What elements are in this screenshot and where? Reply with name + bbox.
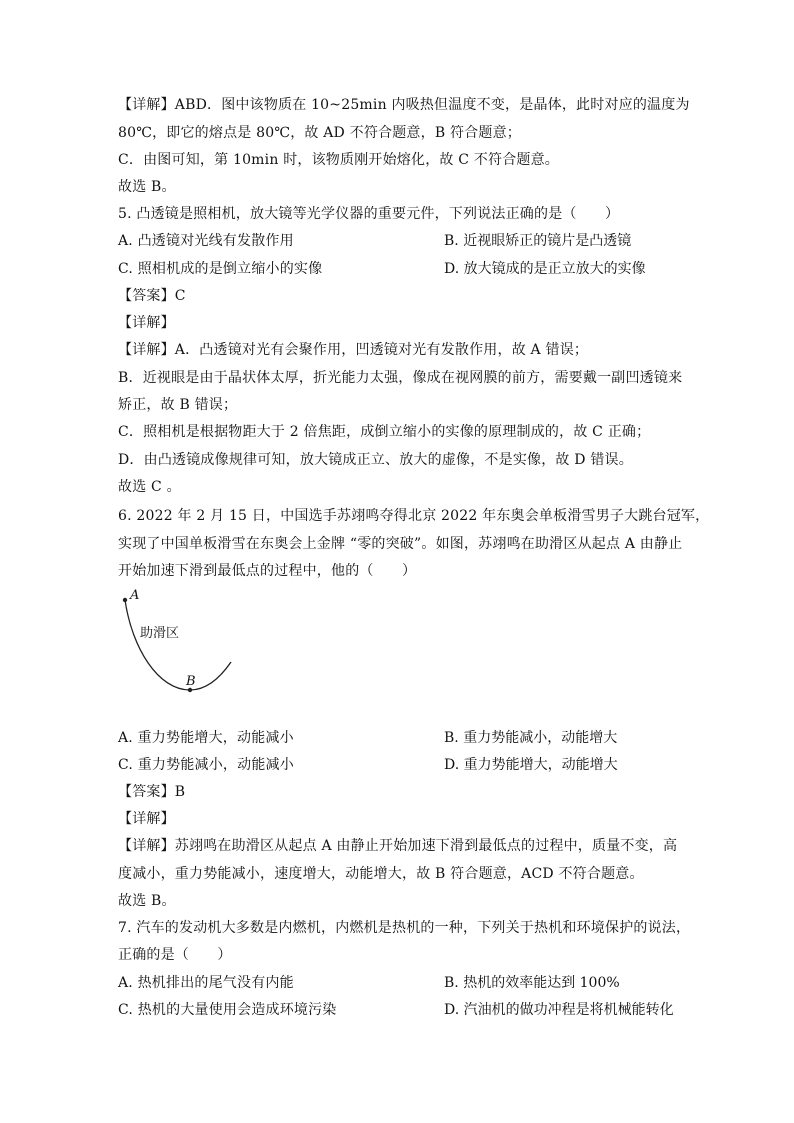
q5-stem: 5. 凸透镜是照相机，放大镜等光学仪器的重要元件，下列说法正确的是（ ）: [118, 206, 620, 222]
q4-detail-line-3: C．由图可知，第 10min 时，该物质刚开始熔化，故 C 不符合题意。: [118, 152, 560, 168]
q7-option-b: B. 热机的效率能达到 100%: [444, 975, 620, 991]
q6-detail-line-1: 【详解】苏翊鸣在助滑区从起点 A 由静止开始加速下滑到最低点的过程中，质量不变，高: [118, 838, 678, 854]
run-up-zone-label: 助滑区: [140, 626, 180, 641]
q6-conclusion: 故选 B。: [118, 893, 176, 909]
q4-detail-line-1: 【详解】ABD．图中该物质在 10~25min 内吸热但温度不变，是晶体，此时对应的温度为: [118, 97, 690, 113]
q6-option-c: C. 重力势能减小，动能减小: [118, 757, 294, 773]
q6-stem-line-2: 实现了中国单板滑雪在东奥会上金牌 “零的突破”。如图，苏翊鸣在助滑区从起点 A 由静止: [118, 536, 683, 552]
q5-detail-line-4: C．照相机是根据物距大于 2 倍焦距，成倒立缩小的实像的原理制成的，故 C 正确；: [118, 424, 651, 440]
q5-option-a: A. 凸透镜对光线有发散作用: [118, 233, 294, 249]
q6-detail-heading: 【详解】: [118, 811, 175, 827]
q5-conclusion: 故选 C 。: [118, 479, 181, 495]
q5-detail-line-5: D．由凸透镜成像规律可知，放大镜成正立、放大的虚像，不是实像，故 D 错误。: [118, 452, 633, 468]
q6-stem-line-3: 开始加速下滑到最低点的过程中，他的（ ）: [118, 563, 417, 579]
point-b-label: B: [186, 674, 196, 689]
q5-detail-line-2: B．近视眼是由于晶状体太厚，折光能力太强，像成在视网膜的前方，需要戴一副凹透镜来: [118, 370, 683, 386]
q5-detail-line-3: 矫正，故 B 错误；: [118, 397, 238, 413]
q6-stem-line-1: 6. 2022 年 2 月 15 日，中国选手苏翊鸣夺得北京 2022 年东奥会单板滑雪男子大跳台冠军，: [118, 508, 710, 524]
q7-option-a: A. 热机排出的尾气没有内能: [118, 975, 294, 991]
start-point-a: [123, 598, 127, 602]
point-a-label: A: [130, 588, 140, 603]
q5-option-b: B. 近视眼矫正的镜片是凸透镜: [444, 233, 632, 249]
ski-slope-curve: [118, 588, 248, 698]
q5-option-d: D. 放大镜成的是正立放大的实像: [444, 261, 646, 277]
q5-detail-line-1: 【详解】A．凸透镜对光有会聚作用，凹透镜对光有发散作用，故 A 错误；: [118, 342, 589, 358]
q6-option-b: B. 重力势能减小，动能增大: [444, 730, 618, 746]
q4-detail-line-2: 80℃，即它的熔点是 80℃，故 AD 不符合题意，B 符合题意；: [118, 125, 521, 141]
q7-option-c: C. 热机的大量使用会造成环境污染: [118, 1002, 337, 1018]
q7-stem-line-1: 7. 汽车的发动机大多数是内燃机，内燃机是热机的一种，下列关于热机和环境保护的说法，: [118, 920, 691, 936]
ski-slope-figure: [118, 588, 248, 698]
q6-detail-line-2: 度减小，重力势能减小，速度增大，动能增大，故 B 符合题意，ACD 不符合题意。: [118, 866, 644, 882]
q7-option-d: D. 汽油机的做功冲程是将机械能转化: [444, 1002, 674, 1018]
q7-stem-line-2: 正确的是（ ）: [118, 947, 232, 963]
q5-option-c: C. 照相机成的是倒立缩小的实像: [118, 261, 323, 277]
q4-conclusion: 故选 B。: [118, 179, 176, 195]
q5-detail-heading: 【详解】: [118, 315, 175, 331]
q5-answer: 【答案】C: [118, 288, 186, 304]
q6-option-a: A. 重力势能增大，动能减小: [118, 730, 294, 746]
q6-answer: 【答案】B: [118, 784, 186, 800]
q6-option-d: D. 重力势能增大，动能增大: [444, 757, 618, 773]
